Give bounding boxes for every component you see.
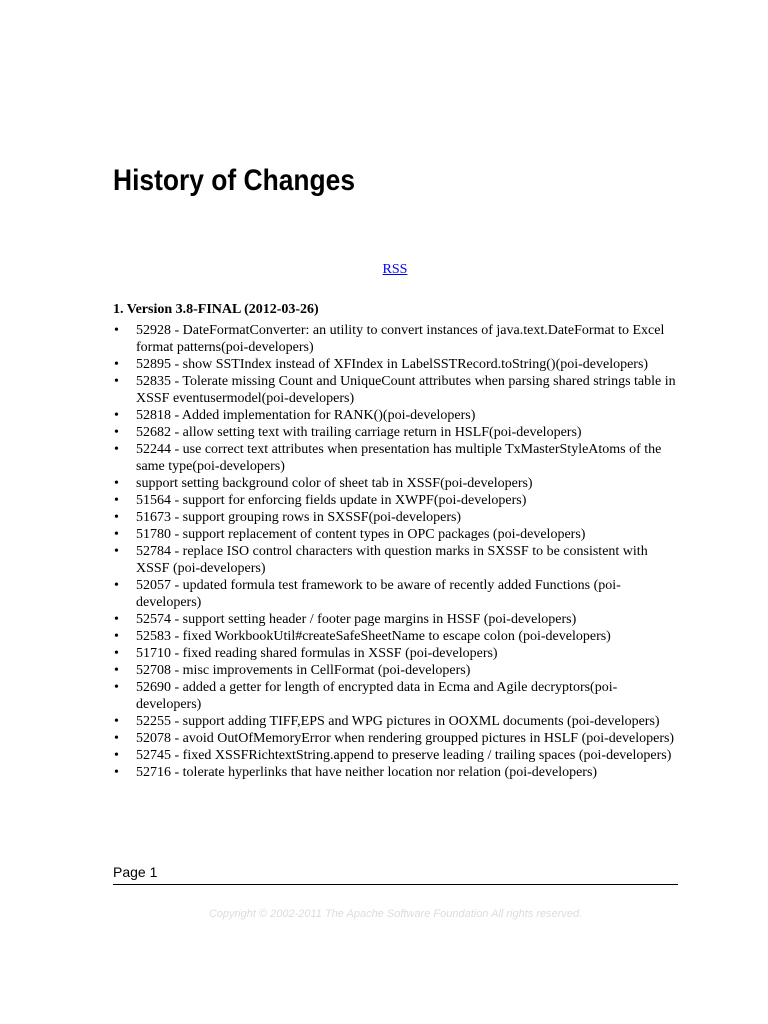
change-text: 52583 - fixed WorkbookUtil#createSafeSheetName to escape colon (poi-developers) xyxy=(136,629,611,644)
change-text: 52057 - updated formula test framework to be aware of recently added Functions (poi-developers) xyxy=(136,578,621,610)
change-text: 52574 - support setting header / footer page margins in HSSF (poi-developers) xyxy=(136,612,577,627)
list-item xyxy=(114,611,676,628)
bullet-icon: • xyxy=(114,663,119,678)
bullet-icon: • xyxy=(114,476,119,491)
bullet-icon: • xyxy=(114,374,119,389)
change-text: 51673 - support grouping rows in SXSSF(poi-developers) xyxy=(136,510,462,525)
list-item xyxy=(114,526,676,543)
change-text: 51780 - support replacement of content types in OPC packages (poi-developers) xyxy=(136,527,586,542)
bullet-icon: • xyxy=(114,731,119,746)
list-item xyxy=(114,543,676,577)
list-item xyxy=(114,424,676,441)
list-item xyxy=(114,356,676,373)
change-text: 51564 - support for enforcing fields update in XWPF(poi-developers) xyxy=(136,493,527,508)
change-text: 52745 - fixed XSSFRichtextString.append to preserve leading / trailing spaces (poi-developers) xyxy=(136,748,672,763)
page-title: History of Changes xyxy=(113,164,356,197)
bullet-icon: • xyxy=(114,544,119,559)
rss-link[interactable]: RSS xyxy=(382,262,408,277)
change-text: 52835 - Tolerate missing Count and UniqueCount attributes when parsing shared strings table in XSSF eventusermodel(poi-developers) xyxy=(136,374,676,406)
change-list xyxy=(114,322,676,781)
list-item xyxy=(114,475,676,492)
copyright-notice: Copyright © 2002-2011 The Apache Software Foundation All rights reserved. xyxy=(208,908,583,920)
change-text: 52078 - avoid OutOfMemoryError when rendering groupped pictures in HSLF (poi-developers) xyxy=(136,731,675,746)
change-text: 52928 - DateFormatConverter: an utility to convert instances of java.text.DateFormat to Excel format patterns(poi-developers) xyxy=(136,323,665,355)
list-item xyxy=(114,509,676,526)
list-item xyxy=(114,679,676,713)
bullet-icon: • xyxy=(114,765,119,780)
change-text: support setting background color of sheet tab in XSSF(poi-developers) xyxy=(136,476,533,491)
footer-divider xyxy=(113,884,678,885)
list-item xyxy=(114,747,676,764)
change-text: 52818 - Added implementation for RANK()(poi-developers) xyxy=(136,408,476,423)
list-item xyxy=(114,322,676,356)
list-item xyxy=(114,373,676,407)
list-item xyxy=(114,662,676,679)
list-item xyxy=(114,492,676,509)
change-text: 52716 - tolerate hyperlinks that have neither location nor relation (poi-developers) xyxy=(136,765,598,780)
page-number: Page 1 xyxy=(113,864,158,880)
bullet-icon: • xyxy=(114,612,119,627)
list-item xyxy=(114,730,676,747)
bullet-icon: • xyxy=(114,646,119,661)
bullet-icon: • xyxy=(114,578,119,593)
change-text: 52244 - use correct text attributes when presentation has multiple TxMasterStyleAtoms of the same type(poi-developers) xyxy=(136,442,662,474)
change-text: 51710 - fixed reading shared formulas in XSSF (poi-developers) xyxy=(136,646,498,661)
bullet-icon: • xyxy=(114,323,119,338)
change-text: 52784 - replace ISO control characters with question marks in SXSSF to be consistent with XSSF (poi-developers) xyxy=(136,544,648,576)
bullet-icon: • xyxy=(114,680,119,695)
bullet-icon: • xyxy=(114,714,119,729)
change-text: 52690 - added a getter for length of encrypted data in Ecma and Agile decryptors(poi-developers) xyxy=(136,680,618,712)
section-heading: 1. Version 3.8-FINAL (2012-03-26) xyxy=(113,302,319,317)
bullet-icon: • xyxy=(114,510,119,525)
change-text: 52708 - misc improvements in CellFormat (poi-developers) xyxy=(136,663,471,678)
bullet-icon: • xyxy=(114,527,119,542)
change-text: 52682 - allow setting text with trailing carriage return in HSLF(poi-developers) xyxy=(136,425,582,440)
bullet-icon: • xyxy=(114,748,119,763)
list-item xyxy=(114,645,676,662)
bullet-icon: • xyxy=(114,493,119,508)
change-text: 52895 - show SSTIndex instead of XFIndex in LabelSSTRecord.toString()(poi-developers) xyxy=(136,357,649,372)
list-item xyxy=(114,407,676,424)
list-item xyxy=(114,441,676,475)
bullet-icon: • xyxy=(114,442,119,457)
list-item xyxy=(114,628,676,645)
bullet-icon: • xyxy=(114,357,119,372)
change-text: 52255 - support adding TIFF,EPS and WPG pictures in OOXML documents (poi-developers) xyxy=(136,714,660,729)
bullet-icon: • xyxy=(114,408,119,423)
bullet-icon: • xyxy=(114,425,119,440)
bullet-icon: • xyxy=(114,629,119,644)
list-item xyxy=(114,713,676,730)
list-item xyxy=(114,577,676,611)
list-item xyxy=(114,764,676,781)
